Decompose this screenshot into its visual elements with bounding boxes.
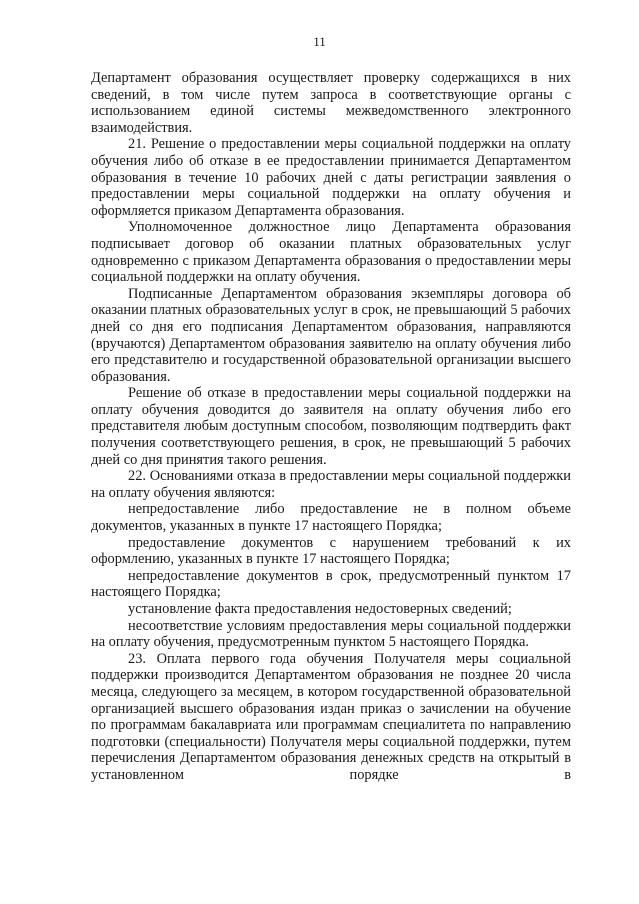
list-item-ground-3: непредоставление документов в срок, предусмотренный пунктом 17 настоящего Порядка; xyxy=(91,567,571,601)
paragraph-contract-signing: Уполномоченное должностное лицо Департамента образования подписывает договор об оказании платных образовательных услуг одновременно с приказом Департамента образования о предоставлении меры социальной поддержки на оплату обучения. xyxy=(91,219,571,286)
paragraph-contract-delivery: Подписанные Департаментом образования экземпляры договора об оказании платных образовательных услуг в срок, не превышающий 5 рабочих дней со дня его подписания Департаментом образования, направляются (вручаются) Департаментом образования заявителю на оплату обучения либо его представителю и государственной образовательной организации высшего образования. xyxy=(91,285,571,385)
paragraph-intro: Департамент образования осуществляет проверку содержащихся в них сведений, в том числе путем запроса в соответствующие органы с использованием единой системы межведомственного электронного взаимодействия. xyxy=(91,70,571,136)
page-number: 11 xyxy=(313,34,326,49)
list-item-ground-1: непредоставление либо предоставление не в полном объеме документов, указанных в пункте 17 настоящего Порядка; xyxy=(91,501,571,535)
list-item-ground-5: несоответствие условиям предоставления меры социальной поддержки на оплату обучения, предусмотренным пунктом 5 настоящего Порядка. xyxy=(91,617,571,651)
list-item-ground-2: предоставление документов с нарушением требований к их оформлению, указанных в пункте 17 настоящего Порядка; xyxy=(91,534,571,568)
document-body xyxy=(91,70,571,784)
paragraph-refusal-notice: Решение об отказе в предоставлении меры социальной поддержки на оплату обучения доводится до заявителя на оплату обучения либо его представителя любым доступным способом, позволяющим подтвердить факт получения соответствующего решения, в срок, не превышающий 5 рабочих дней со дня принятия такого решения. xyxy=(91,385,571,468)
paragraph-21-decision: 21. Решение о предоставлении меры социальной поддержки на оплату обучения либо об отказе в ее предоставлении принимается Департаментом образования в течение 10 рабочих дней с даты регистрации заявления о предоставлении меры социальной поддержки на оплату обучения и оформляется приказом Департамента образования. xyxy=(91,136,571,219)
paragraph-23-payment: 23. Оплата первого года обучения Получателя меры социальной поддержки производится Департаментом образования не позднее 20 числа месяца, следующего за месяцем, в котором государственной образовательной организацией высшего образования издан приказ о зачислении на обучение по программам бакалавриата или программам специалитета по направлению подготовки (специальности) Получателя меры социальной поддержки, путем перечисления Департаментом образования денежных средств на открытый в установленном порядке в xyxy=(91,650,571,783)
paragraph-22-grounds: 22. Основаниями отказа в предоставлении меры социальной поддержки на оплату обучения являются: xyxy=(91,468,571,501)
list-item-ground-4: установление факта предоставления недостоверных сведений; xyxy=(128,601,512,617)
